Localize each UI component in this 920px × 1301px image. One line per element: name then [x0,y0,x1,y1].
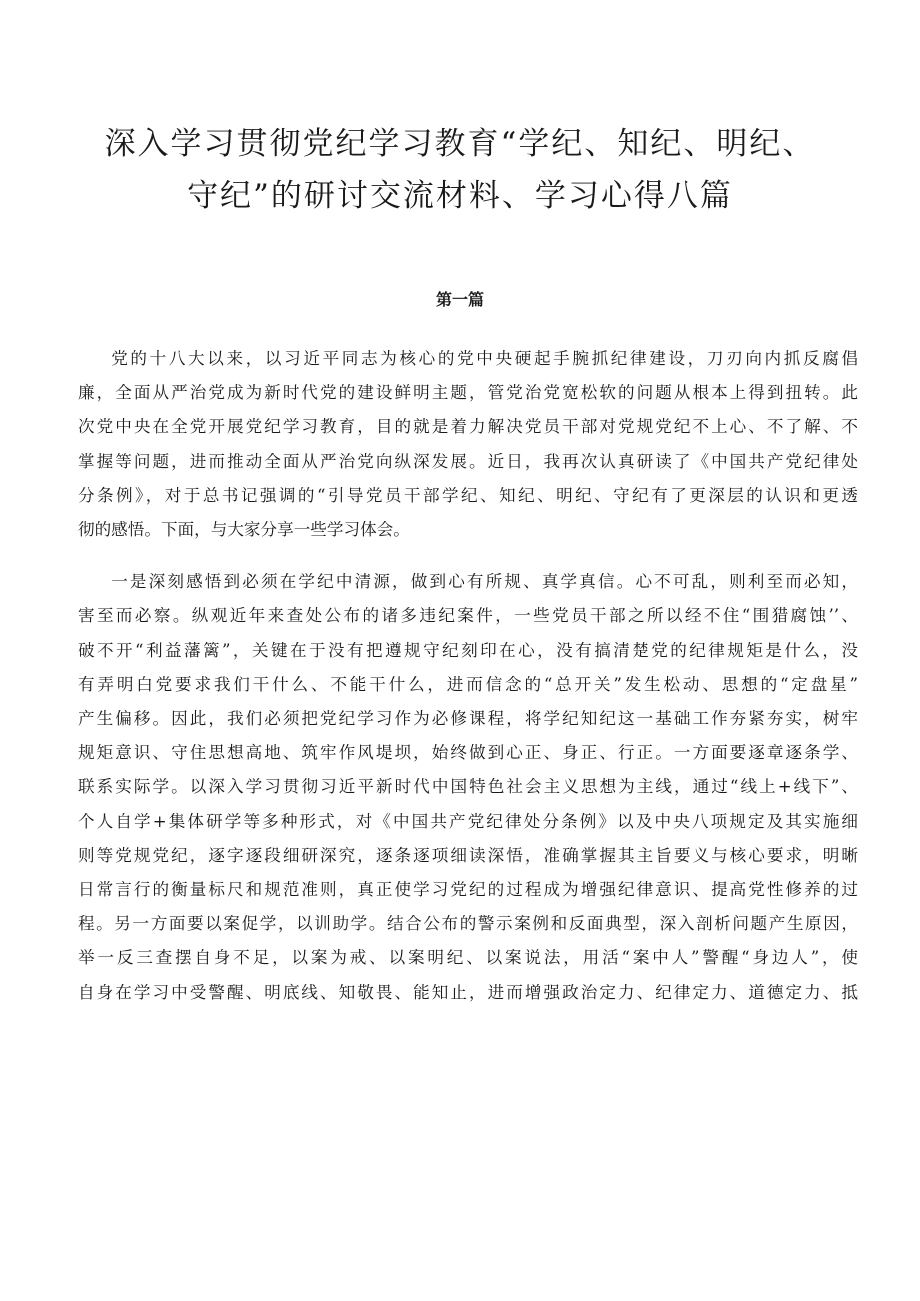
title-line: 深入学习贯彻党纪学习教育“学纪、知纪、明纪、 [104,126,816,162]
section-heading: 第一篇 [435,290,484,309]
text-line: 一是深刻感悟到必须在学纪中清源，做到心有所规、真学真信。心不可乱，则利至而必知， [111,572,858,592]
text-line: 分条例》，对于总书记强调的“引导党员干部学纪、知纪、明纪、守纪有了更深层的认识和更透 [78,485,858,505]
paragraph-intro [78,342,858,547]
text-line: 联系实际学。以深入学习贯彻习近平新时代中国特色社会主义思想为主线，通过“线上+线下”、 [78,777,858,797]
text-line: 廉，全面从严治党成为新时代党的建设鲜明主题，管党治党宽松软的问题从根本上得到扭转。此 [78,383,858,403]
text-line: 产生偏移。因此，我们必须把党纪学习作为必修课程，将学纪知纪这一基础工作夯紧夯实，树牢 [78,709,858,729]
paragraph-point-one [78,565,858,1010]
text-line: 彻的感悟。下面，与大家分享一些学习体会。 [78,520,410,540]
text-line: 规矩意识、守住思想高地、筑牢作风堤坝，始终做到心正、身正、行正。一方面要逐章逐条学、 [78,743,858,763]
text-line: 举一反三查摆自身不足，以案为戒、以案明纪、以案说法，用活“案中人”警醒“身边人”，使 [78,948,858,968]
text-line: 次党中央在全党开展党纪学习教育，目的就是着力解决党员干部对党规党纪不上心、不了解、不 [78,417,858,437]
paragraph-gap [78,547,858,565]
text-line: 有弄明白党要求我们干什么、不能干什么，进而信念的“总开关”发生松动、思想的“定盘星” [78,674,858,694]
document-title [60,118,860,222]
text-line: 害至而必察。纵观近年来查处公布的诸多违纪案件，一些党员干部之所以经不住“围猎腐蚀’’、 [78,606,858,626]
text-line: 则等党规党纪，逐字逐段细研深究，逐条逐项细读深悟，准确掌握其主旨要义与核心要求，明晰 [78,845,858,865]
text-line: 党的十八大以来，以习近平同志为核心的党中央硬起手腕抓纪律建设，刀刃向内抓反腐倡 [111,349,858,368]
text-line: 掌握等问题，进而推动全面从严治党向纵深发展。近日，我再次认真研读了《中国共产党纪律处 [78,451,858,471]
document-body [78,342,858,1010]
text-line: 个人自学+集体研学等多种形式，对《中国共产党纪律处分条例》以及中央八项规定及其实施细 [78,811,858,831]
title-line: 守纪”的研讨交流材料、学习心得八篇 [187,178,733,214]
text-line: 日常言行的衡量标尺和规范准则，真正使学习党纪的过程成为增强纪律意识、提高党性修养的过 [78,880,858,900]
text-line: 自身在学习中受警醒、明底线、知敬畏、能知止，进而增强政治定力、纪律定力、道德定力、抵 [78,982,858,1002]
text-line: 破不开“利益藩篱”，关键在于没有把遵规守纪刻印在心，没有搞清楚党的纪律规矩是什么，没 [78,640,858,660]
text-line: 程。另一方面要以案促学，以训助学。结合公布的警示案例和反面典型，深入剖析问题产生原因， [78,914,858,934]
